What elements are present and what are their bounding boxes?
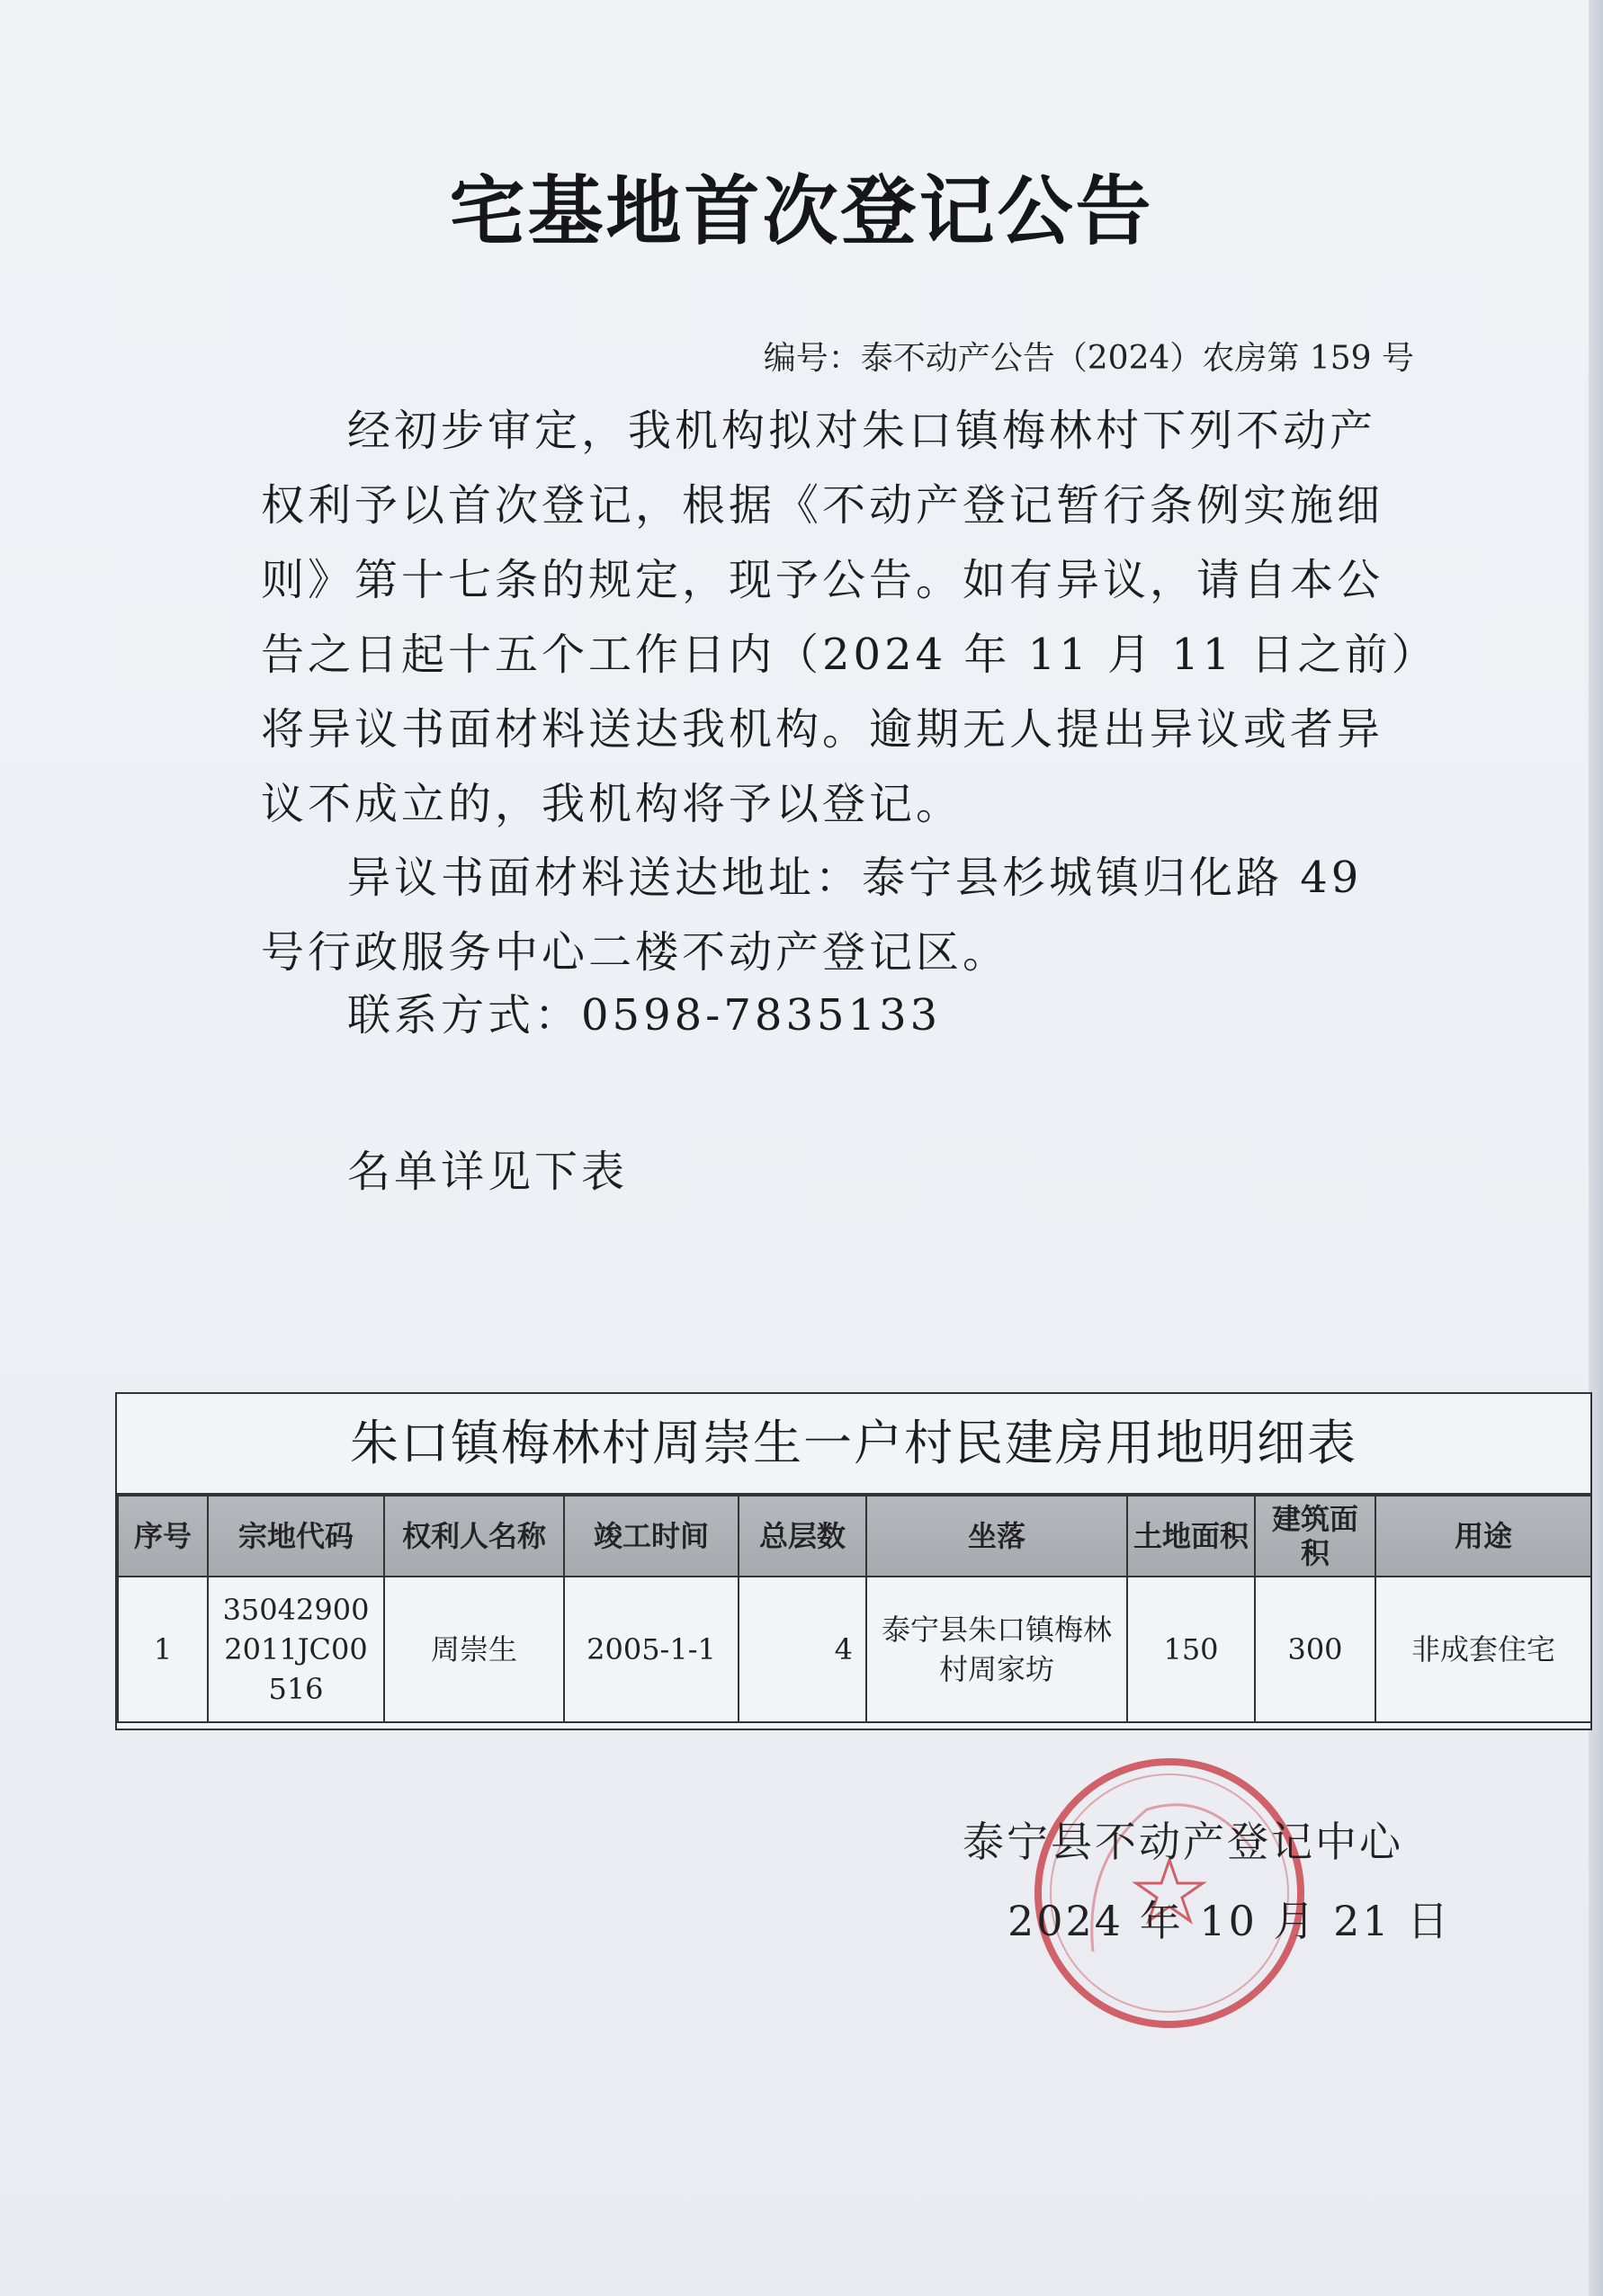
issuer-name: 泰宁县不动产登记中心 xyxy=(963,1818,1403,1866)
table-header-row xyxy=(118,1496,1591,1577)
cell-land-area: 150 xyxy=(1127,1577,1255,1722)
col-header-owner: 权利人名称 xyxy=(384,1496,564,1577)
detail-table xyxy=(117,1495,1592,1723)
cell-parcel-code: 350429002011JC00516 xyxy=(208,1577,384,1722)
col-header-completion: 竣工时间 xyxy=(564,1496,739,1577)
cell-floors: 4 xyxy=(739,1577,866,1722)
detail-table-box xyxy=(115,1392,1592,1730)
table-title: 朱口镇梅林村周崇生一户村民建房用地明细表 xyxy=(117,1394,1590,1495)
cell-owner: 周崇生 xyxy=(384,1577,564,1722)
cell-location: 泰宁县朱口镇梅林村周家坊 xyxy=(866,1577,1127,1722)
col-header-parcel-code: 宗地代码 xyxy=(208,1496,384,1577)
body-paragraph-review: 经初步审定，我机构拟对朱口镇梅林村下列不动产权利予以首次登记，根据《不动产登记暂行条例实施细则》第十七条的规定，现予公告。如有异议，请自本公告之日起十五个工作日内（2024 年 11 月 11 日之前）将异议书面材料送达我机构。逾期无人提出异议或者异议不成立的，我机构将予以登记。 xyxy=(261,406,1417,829)
body-paragraph-address: 异议书面材料送达地址：泰宁县杉城镇归化路 49 号行政服务中心二楼不动产登记区。 xyxy=(261,853,1363,978)
body-paragraph-list-note: 名单详见下表 xyxy=(347,1147,629,1197)
document-title: 宅基地首次登记公告 xyxy=(449,167,1154,255)
page-edge-shadow xyxy=(1589,0,1603,2296)
issue-date: 2024 年 10 月 21 日 xyxy=(1007,1897,1452,1945)
cell-usage: 非成套住宅 xyxy=(1375,1577,1591,1722)
col-header-index: 序号 xyxy=(118,1496,208,1577)
col-header-floors: 总层数 xyxy=(739,1496,866,1577)
cell-index: 1 xyxy=(118,1577,208,1722)
cell-building-area: 300 xyxy=(1255,1577,1375,1722)
cell-completion: 2005-1-1 xyxy=(564,1577,739,1722)
col-header-usage: 用途 xyxy=(1375,1496,1591,1577)
document-number: 编号：泰不动产公告（2024）农房第 159 号 xyxy=(763,340,1414,377)
col-header-building-area: 建筑面积 xyxy=(1255,1496,1375,1577)
col-header-land-area: 土地面积 xyxy=(1127,1496,1255,1577)
body-paragraph-contact: 联系方式：0598-7835133 xyxy=(347,990,942,1041)
col-header-location: 坐落 xyxy=(866,1496,1127,1577)
table-row xyxy=(118,1577,1591,1722)
